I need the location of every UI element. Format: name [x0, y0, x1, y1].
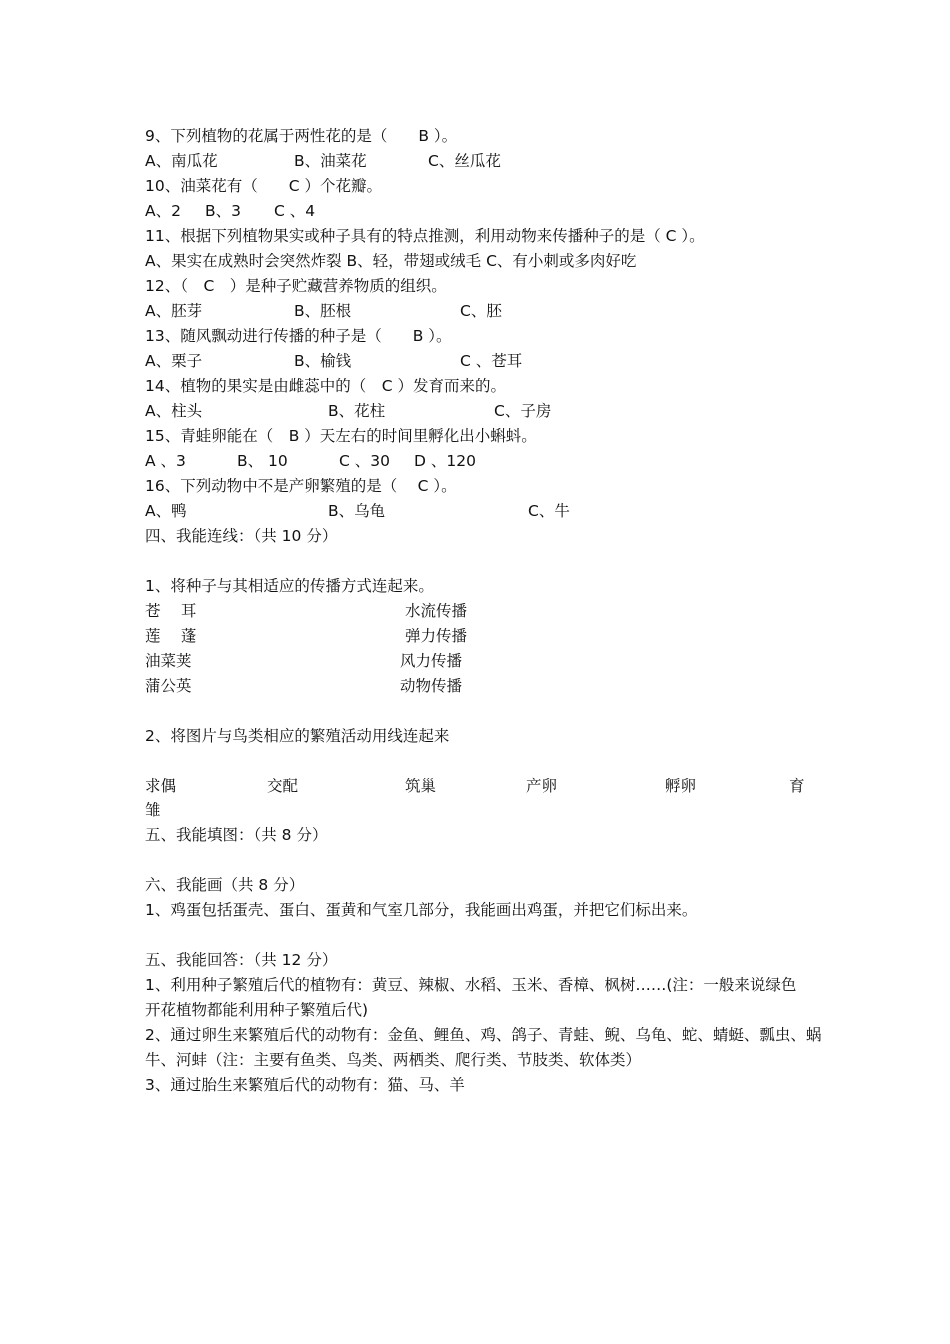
option-c: C 、苍耳 [460, 352, 523, 370]
dispersal-method: 水流传播 [405, 602, 468, 620]
answer-line: 开花植物都能利用种子繁殖后代) [145, 1001, 369, 1019]
question-14-options [0, 401, 950, 421]
activity: 求偶 [145, 777, 177, 795]
activity: 孵卵 [665, 777, 697, 795]
option-b: B、 10 [237, 452, 288, 470]
option-b: B、油菜花 [294, 152, 367, 170]
question-13-stem: 13、随风飘动进行传播的种子是（ B ）。 [145, 327, 452, 345]
question-10-options [0, 201, 950, 221]
question-16-stem: 16、下列动物中不是产卵繁殖的是（ C ）。 [145, 477, 457, 495]
option-c: C 、30 [339, 452, 390, 470]
activity: 育 [789, 777, 805, 795]
matching-question-2: 2、将图片与鸟类相应的繁殖活动用线连起来 [145, 727, 450, 745]
seed-name: 油菜荚 [145, 652, 192, 670]
dispersal-method: 动物传播 [400, 677, 463, 695]
seed-name: 苍 耳 [145, 602, 197, 620]
option-c: C、牛 [528, 502, 570, 520]
option-a: A、柱头 [145, 402, 203, 420]
question-9-stem: 9、下列植物的花属于两性花的是（ B ）。 [145, 127, 458, 145]
matching-pair [0, 601, 950, 621]
seed-name: 蒲公英 [145, 677, 192, 695]
option-c: C、丝瓜花 [428, 152, 501, 170]
option-b: B、榆钱 [294, 352, 352, 370]
matching-pair [0, 676, 950, 696]
option-a: A 、3 [145, 452, 186, 470]
option-a: A、鸭 [145, 502, 187, 520]
question-16-options [0, 501, 950, 521]
question-14-stem: 14、植物的果实是由雌蕊中的（ C ）发育而来的。 [145, 377, 506, 395]
section-4-heading: 四、我能连线：（共 10 分） [145, 527, 338, 545]
question-15-stem: 15、青蛙卵能在（ B ）天左右的时间里孵化出小蝌蚪。 [145, 427, 537, 445]
question-11-stem: 11、根据下列植物果实或种子具有的特点推测，利用动物来传播种子的是（ C ）。 [145, 227, 705, 245]
option-b: B、胚根 [294, 302, 352, 320]
option-b: B、花柱 [328, 402, 386, 420]
question-11-options: A、果实在成熟时会突然炸裂 B、轻，带翅或绒毛 C、有小刺或多肉好吃 [145, 252, 637, 270]
section-5-answer-heading: 五、我能回答：（共 12 分） [145, 951, 338, 969]
dispersal-method: 弹力传播 [405, 627, 468, 645]
option-c: C 、4 [274, 202, 316, 220]
activity-wrap: 雏 [145, 801, 161, 819]
option-d: D 、120 [414, 452, 476, 470]
question-9-options [0, 151, 950, 171]
question-12-stem: 12、（ C ）是种子贮藏营养物质的组织。 [145, 277, 447, 295]
option-b: B、3 [205, 202, 241, 220]
option-a: A、南瓜花 [145, 152, 218, 170]
answer-line: 2、通过卵生来繁殖后代的动物有：金鱼、鲤鱼、鸡、鸽子、青蛙、鲵、乌龟、蛇、蜻蜓、瓢虫、蜗 [145, 1026, 822, 1044]
option-a: A、2 [145, 202, 181, 220]
option-a: A、栗子 [145, 352, 203, 370]
question-13-options [0, 351, 950, 371]
activity: 筑巢 [405, 777, 437, 795]
drawing-question-1: 1、鸡蛋包括蛋壳、蛋白、蛋黄和气室几部分，我能画出鸡蛋，并把它们标出来。 [145, 901, 698, 919]
bird-activities-row [0, 776, 950, 796]
activity: 交配 [267, 777, 299, 795]
dispersal-method: 风力传播 [400, 652, 463, 670]
option-c: C、胚 [460, 302, 502, 320]
matching-pair [0, 651, 950, 671]
option-b: B、乌龟 [328, 502, 386, 520]
option-a: A、胚芽 [145, 302, 203, 320]
option-c: C、子房 [494, 402, 552, 420]
question-10-stem: 10、油菜花有（ C ）个花瓣。 [145, 177, 382, 195]
section-6-heading: 六、我能画（共 8 分） [145, 876, 305, 894]
activity: 产卵 [526, 777, 558, 795]
seed-name: 莲 蓬 [145, 627, 197, 645]
matching-pair [0, 626, 950, 646]
answer-line: 3、通过胎生来繁殖后代的动物有：猫、马、羊 [145, 1076, 465, 1094]
question-12-options [0, 301, 950, 321]
section-5-fill-heading: 五、我能填图：（共 8 分） [145, 826, 328, 844]
answer-line: 1、利用种子繁殖后代的植物有：黄豆、辣椒、水稻、玉米、香樟、枫树……(注：一般来说绿色 [145, 976, 797, 994]
question-15-options [0, 451, 950, 471]
matching-question-1: 1、将种子与其相适应的传播方式连起来。 [145, 577, 434, 595]
answer-line: 牛、河蚌（注：主要有鱼类、鸟类、两栖类、爬行类、节肢类、软体类） [145, 1051, 642, 1069]
